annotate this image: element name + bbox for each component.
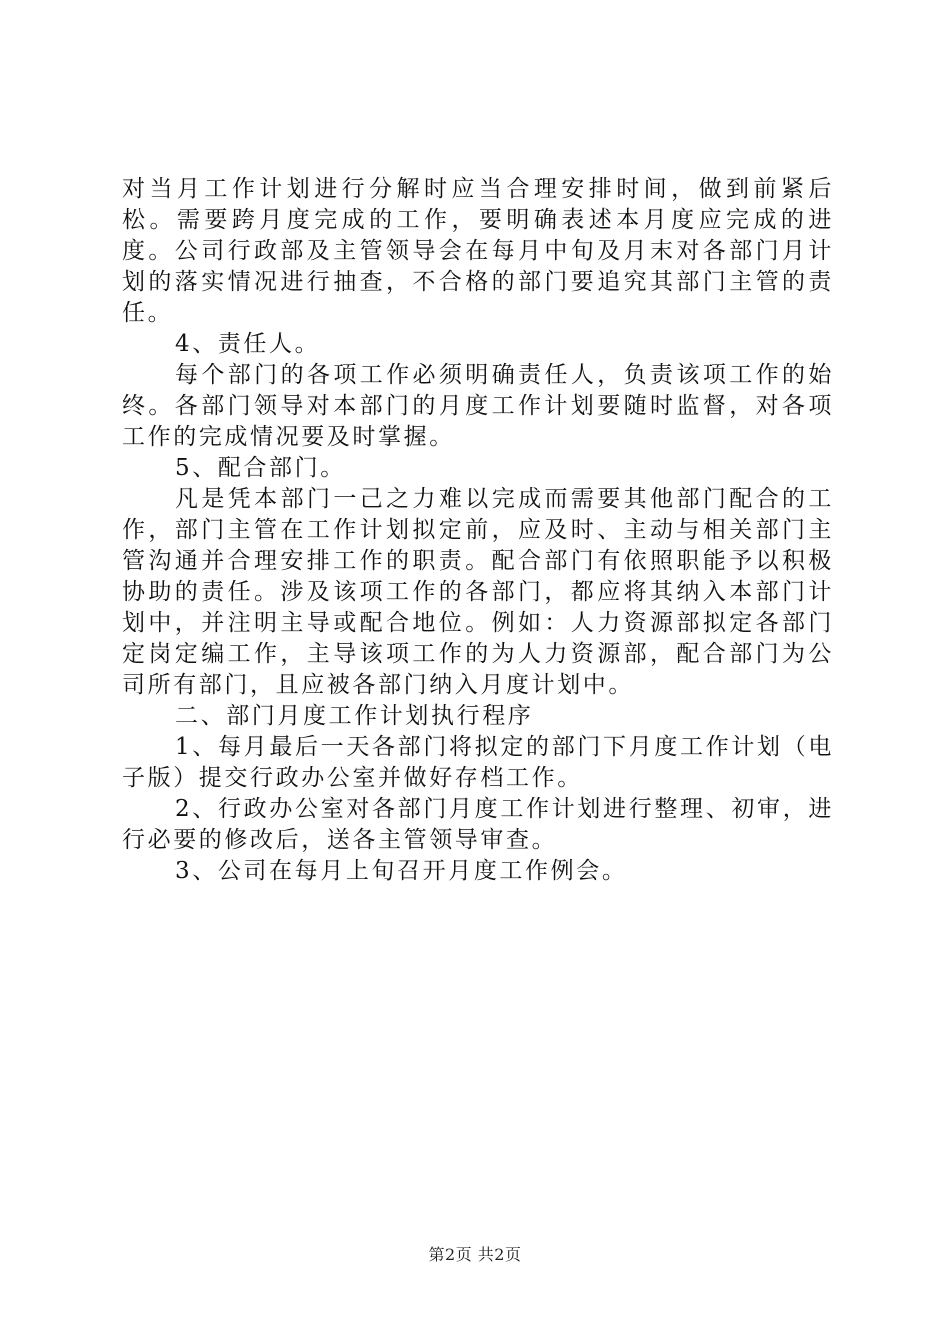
paragraph-procedure-step-3: 3、公司在每月上旬召开月度工作例会。 xyxy=(175,858,628,884)
paragraph-1: 对当月工作计划进行分解时应当合理安排时间，做到前紧后松。需要跨月度完成的工作，要明确表述本月度应完成的进度。公司行政部及主管领导会在每月中旬及月末对各部门月计划的落实情况进行抽查，不合格的部门要追究其部门主管的责任。 xyxy=(122,176,834,326)
page-footer: 第2页 共2页 xyxy=(428,1245,522,1264)
paragraph-procedure-step-2: 2、行政办公室对各部门月度工作计划进行整理、初审，进行必要的修改后，送各主管领导审查。 xyxy=(122,796,834,853)
heading-execution-procedure: 二、部门月度工作计划执行程序 xyxy=(175,703,534,729)
paragraph-responsible-person: 每个部门的各项工作必须明确责任人，负责该项工作的始终。各部门领导对本部门的月度工作计划要随时监督，对各项工作的完成情况要及时掌握。 xyxy=(122,362,834,450)
heading-responsible-person: 4、责任人。 xyxy=(175,331,321,357)
heading-cooperating-department: 5、配合部门。 xyxy=(175,455,346,481)
paragraph-cooperating-department: 凡是凭本部门一己之力难以完成而需要其他部门配合的工作，部门主管在工作计划拟定前，应及时、主动与相关部门主管沟通并合理安排工作的职责。配合部门有依照职能予以积极协助的责任。涉及该项工作的各部门，都应将其纳入本部门计划中，并注明主导或配合地位。例如：人力资源部拟定各部门定岗定编工作，主导该项工作的为人力资源部，配合部门为公司所有部门，且应被各部门纳入月度计划中。 xyxy=(122,486,834,698)
document-body xyxy=(122,174,834,887)
paragraph-procedure-step-1: 1、每月最后一天各部门将拟定的部门下月度工作计划（电子版）提交行政办公室并做好存档工作。 xyxy=(122,734,834,791)
